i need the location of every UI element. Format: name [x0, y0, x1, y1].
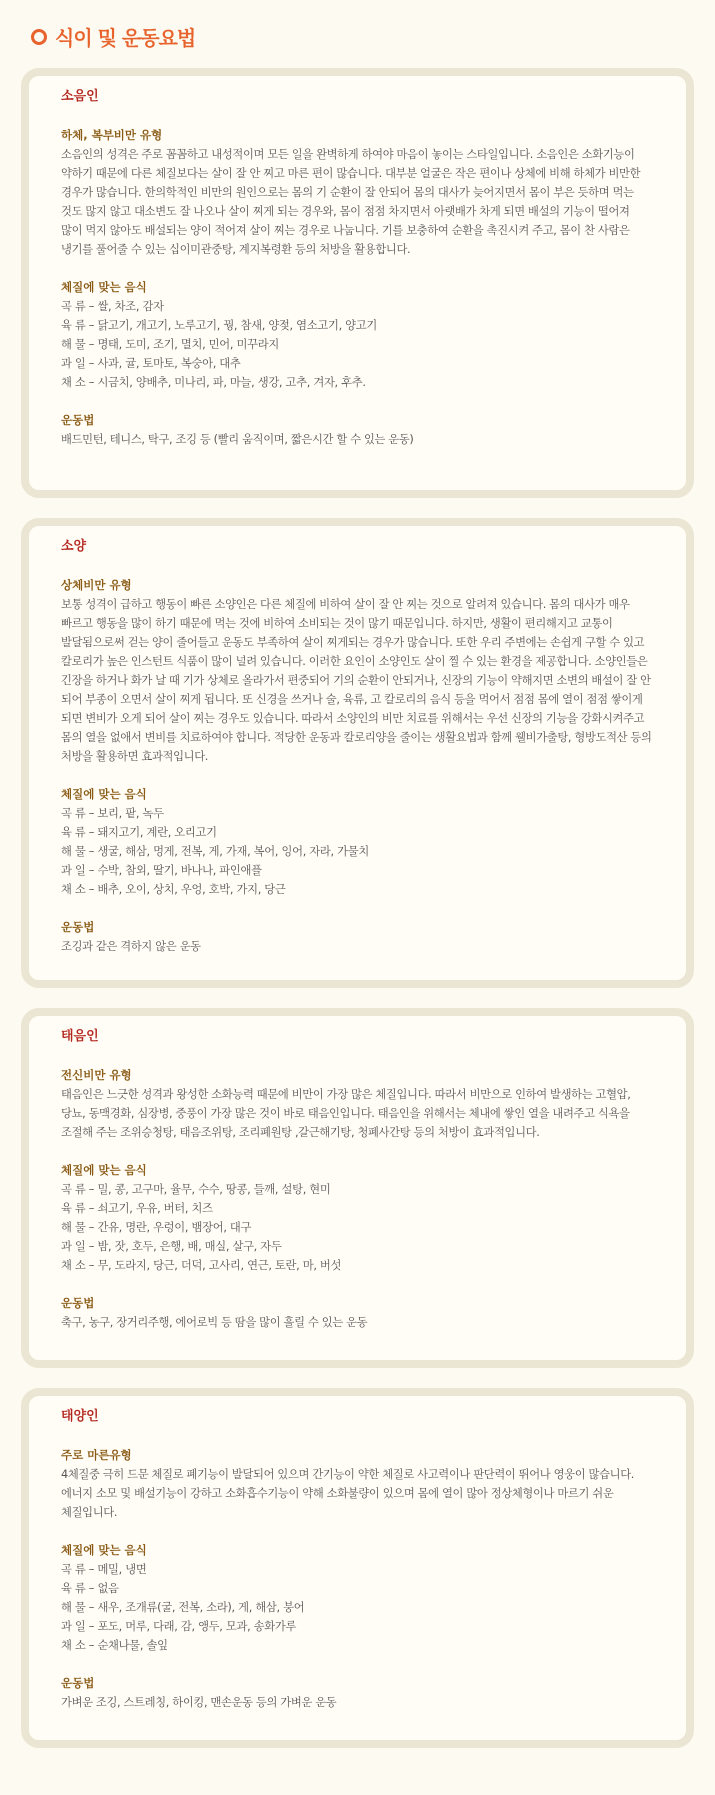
food-item-grain: 곡 류 – 쌀, 차조, 감자: [61, 300, 164, 313]
obesity-description: 소음인의 성격은 주로 꼼꼼하고 내성적이며 모든 일을 완벽하게 하여야 마음이 놓이는 스타일입니다. 소음인은 소화기능이 약하기 때문에 다른 체질보다는 살이 잘 안 찌고 마른 편이 많습니다. 대부분 얼굴은 작은 편이나 상체에 비해 하체가 비만한 경우가 많습니다. 한의학적인 비만의 원인으로는 몸의 기 순환이 잘 안되어 몸의 대사가 늦어지면서 몸이 부은 듯하며 먹는 것도 많지 않고 대소변도 잘 나오나 살이 찌게 되는 경우와, 몸이 점점 차지면서 아랫배가 차게 되면 배설의 기능이 떨어져 많이 먹지 않아도 배설되는 양이 적어져 살이 찌는 경우로 나눕니다. 기를 보충하여 순환을 촉진시켜 주고, 몸이 찬 사람은 냉기를 풀어줄 수 있는 십이미관중탕, 계지복령환 등의 처방을 활용합니다.: [61, 148, 641, 256]
circle-bullet-icon: [31, 29, 47, 45]
food-item-grain: 곡 류 – 메밀, 냉면: [61, 1563, 147, 1576]
food-item-grain: 곡 류 – 밀, 콩, 고구마, 율무, 수수, 땅콩, 들깨, 설탕, 현미: [61, 1183, 331, 1196]
food-heading: 체질에 맞는 음식: [61, 787, 147, 801]
exercise-heading: 운동법: [61, 1296, 95, 1310]
exercise-description: 축구, 농구, 장거리주행, 에어로빅 등 땀을 많이 흘릴 수 있는 운동: [61, 1316, 368, 1329]
exercise-description: 가벼운 조깅, 스트레칭, 하이킹, 맨손운동 등의 가벼운 운동: [61, 1696, 337, 1709]
obesity-description: 4체질중 극히 드문 체질로 폐기능이 발달되어 있으며 간기능이 약한 체질로 사고력이나 판단력이 뛰어나 영웅이 많습니다. 에너지 소모 및 배설기능이 강하고 소화흡수기능이 약해 소화불량이 있으며 몸에 열이 많아 정상체형이나 마르기 쉬운 체질입니다.: [61, 1468, 635, 1519]
food-item-meat: 육 류 – 쇠고기, 우유, 버터, 치즈: [61, 1202, 213, 1215]
food-list: [61, 297, 686, 392]
constitution-card-taeyangin: [21, 1388, 694, 1748]
food-item-meat: 육 류 – 없음: [61, 1582, 119, 1595]
food-item-meat: 육 류 – 돼지고기, 계란, 오리고기: [61, 826, 217, 839]
food-item-seafood: 해 물 – 명태, 도미, 조기, 멸치, 민어, 미꾸라지: [61, 338, 279, 351]
constitution-title: 소양: [61, 539, 87, 554]
exercise-description: 배드민턴, 테니스, 탁구, 조깅 등 (빨리 움직이며, 짧은시간 할 수 있는 운동): [61, 433, 414, 446]
exercise-heading: 운동법: [61, 920, 95, 934]
constitution-title: 태양인: [61, 1409, 99, 1424]
constitution-card-soeumin: [21, 68, 694, 498]
food-list: [61, 804, 686, 899]
exercise-heading: 운동법: [61, 1676, 95, 1690]
food-heading: 체질에 맞는 음식: [61, 1163, 147, 1177]
obesity-type-heading: 전신비만 유형: [61, 1068, 132, 1082]
constitution-card-taeeumin: [21, 1008, 694, 1368]
obesity-description: 보통 성격이 급하고 행동이 빠른 소양인은 다른 체질에 비하여 살이 잘 안 찌는 것으로 알려져 있습니다. 몸의 대사가 매우 빠르고 행동을 많이 하기 때문에 먹는 것에 비하여 소비되는 것이 많기 때문입니다. 하지만, 생활이 편리해지고 교통이 발달됨으로써 걷는 양이 줄어들고 운동도 부족하여 살이 찌게되는 경우가 많습니다. 또한 우리 주변에는 손쉽게 구할 수 있고 칼로리가 높은 인스턴트 식품이 많이 널려 있습니다. 이러한 요인이 소양인도 살이 찔 수 있는 환경을 제공합니다. 소양인들은 긴장을 하거나 화가 날 때 기가 상체로 올라가서 편중되어 기의 순환이 안되거나, 신장의 기능이 약해지면 소변의 배설이 잘 안 되어 부종이 오면서 살이 찌게 됩니다. 또 신경을 쓰거나 술, 육류, 고 칼로리의 음식 등을 먹어서 점점 몸에 열이 점점 쌓이게 되면 변비가 오게 되어 살이 찌는 경우도 있습니다. 따라서 소양인의 비만 치료를 위해서는 우선 신장의 기능을 강화시켜주고 몸의 열을 없애서 변비를 치료하여야 합니다. 적당한 운동과 칼로리양을 줄이는 생활요법과 함께 웰비가출탕, 형방도적산 등의 처방을 활용하면 효과적입니다.: [61, 598, 652, 763]
obesity-type-heading: 주로 마른유형: [61, 1448, 132, 1462]
food-item-vegetable: 채 소 – 시금치, 양배추, 미나리, 파, 마늘, 생강, 고추, 겨자, 후추.: [61, 376, 366, 389]
food-item-seafood: 해 물 – 간유, 명란, 우렁이, 뱀장어, 대구: [61, 1221, 252, 1234]
food-item-vegetable: 채 소 – 순채나물, 솔잎: [61, 1639, 168, 1652]
food-list: [61, 1560, 686, 1655]
exercise-description: 조깅과 같은 격하지 않은 운동: [61, 940, 201, 953]
constitution-title: 태음인: [61, 1029, 99, 1044]
food-item-vegetable: 채 소 – 배추, 오이, 상치, 우엉, 호박, 가지, 당근: [61, 883, 286, 896]
food-item-fruit: 과 일 – 밤, 잣, 호두, 은행, 배, 매실, 살구, 자두: [61, 1240, 282, 1253]
food-item-fruit: 과 일 – 수박, 참외, 딸기, 바나나, 파인애플: [61, 864, 262, 877]
constitution-title: 소음인: [61, 89, 99, 104]
food-item-fruit: 과 일 – 사과, 귤, 토마토, 복숭아, 대추: [61, 357, 241, 370]
food-heading: 체질에 맞는 음식: [61, 1543, 147, 1557]
food-item-meat: 육 류 – 닭고기, 개고기, 노루고기, 꿩, 참새, 양젖, 염소고기, 양고기: [61, 319, 378, 332]
food-heading: 체질에 맞는 음식: [61, 280, 147, 294]
food-list: [61, 1180, 686, 1275]
exercise-heading: 운동법: [61, 413, 95, 427]
page-title: [31, 22, 195, 51]
obesity-type-heading: 하체, 복부비만 유형: [61, 128, 163, 142]
obesity-type-heading: 상체비만 유형: [61, 578, 132, 592]
food-item-fruit: 과 일 – 포도, 머루, 다래, 감, 앵두, 모과, 송화가루: [61, 1620, 297, 1633]
food-item-seafood: 해 물 – 새우, 조개류(굴, 전복, 소라), 게, 해삼, 붕어: [61, 1601, 305, 1614]
food-item-grain: 곡 류 – 보리, 팥, 녹두: [61, 807, 164, 820]
food-item-seafood: 해 물 – 생굴, 해삼, 멍게, 전복, 게, 가재, 복어, 잉어, 자라, 가물치: [61, 845, 369, 858]
obesity-description: 태음인은 느긋한 성격과 왕성한 소화능력 때문에 비만이 가장 많은 체질입니다. 따라서 비만으로 인하여 발생하는 고혈압, 당뇨, 동맥경화, 심장병, 중풍이 가장 많은 것이 바로 태음인입니다. 태음인을 위해서는 체내에 쌓인 열을 내려주고 식욕을 조절해 주는 조위승청탕, 태음조위탕, 조리폐원탕 ,갈근해기탕, 청폐사간탕 등의 처방이 효과적입니다.: [61, 1088, 631, 1139]
food-item-vegetable: 채 소 – 무, 도라지, 당근, 더덕, 고사리, 연근, 토란, 마, 버섯: [61, 1259, 342, 1272]
constitution-card-soyang: [21, 518, 694, 988]
page-title-text: 식이 및 운동요법: [55, 26, 196, 50]
